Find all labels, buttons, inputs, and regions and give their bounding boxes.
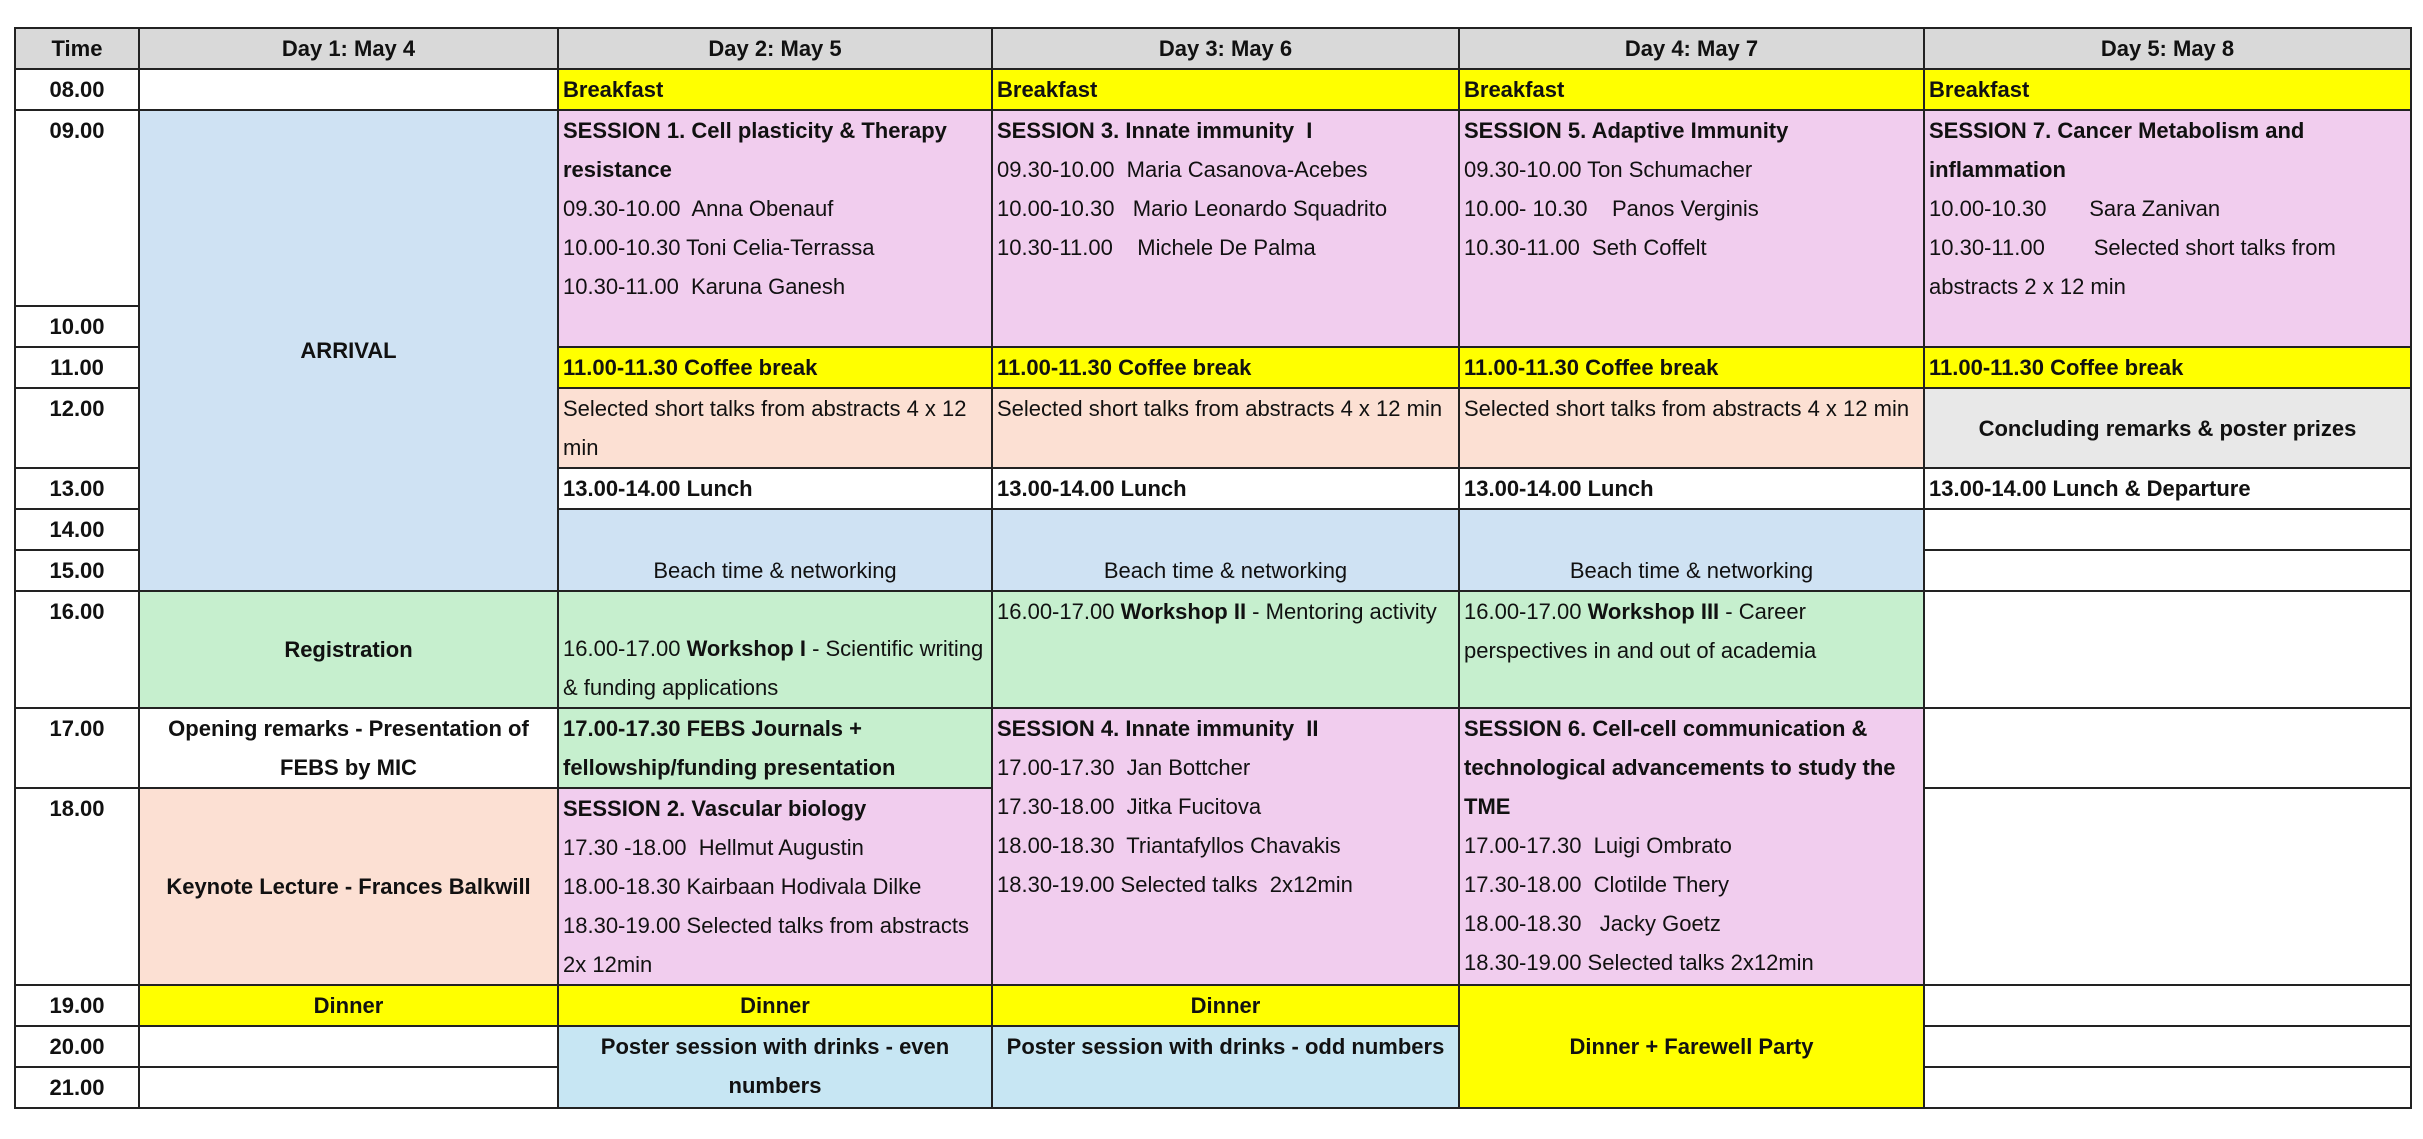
day4-coffee: 11.00-11.30 Coffee break	[1459, 347, 1924, 388]
session2-title: SESSION 2. Vascular biology	[563, 796, 867, 821]
day4-beach: Beach time & networking	[1459, 509, 1924, 591]
session6-talk-2: 17.30-18.00 Clotilde Thery	[1464, 872, 1729, 897]
session6-title: SESSION 6. Cell-cell communication & technological advancements to study the TME	[1464, 716, 1896, 819]
opening-line-2: FEBS by MIC	[280, 755, 417, 780]
day1-0800-empty	[139, 69, 558, 110]
session7-talk-1: 10.00-10.30 Sara Zanivan	[1929, 196, 2221, 221]
day3-beach: Beach time & networking	[992, 509, 1459, 591]
session4-talk-2: 17.30-18.00 Jitka Fucitova	[997, 794, 1262, 819]
day1-keynote: Keynote Lecture - Frances Balkwill	[139, 788, 558, 985]
day3-lunch	[992, 468, 1459, 509]
day4-lunch-label: Lunch	[1587, 476, 1654, 501]
time-2000: 20.00	[15, 1026, 139, 1067]
day2-session2	[558, 788, 992, 985]
time-1100: 11.00	[15, 347, 139, 388]
day5-1600-empty	[1924, 591, 2411, 708]
day4-session6	[1459, 708, 1924, 985]
time-1700: 17.00	[15, 708, 139, 788]
day2-session1	[558, 110, 992, 347]
time-1400: 14.00	[15, 509, 139, 550]
day3-dinner: Dinner	[992, 985, 1459, 1026]
session6-talk-3: 18.00-18.30 Jacky Goetz	[1464, 911, 1721, 936]
day5-1400-empty	[1924, 509, 2411, 550]
session1-talk-2: 10.00-10.30 Toni Celia-Terrassa	[563, 235, 875, 260]
time-1200: 12.00	[15, 388, 139, 468]
day5-coffee: 11.00-11.30 Coffee break	[1924, 347, 2411, 388]
day3-coffee: 11.00-11.30 Coffee break	[992, 347, 1459, 388]
day5-1700-empty	[1924, 708, 2411, 788]
day2-poster: Poster session with drinks - even numbers	[558, 1026, 992, 1108]
session1-talk-3: 10.30-11.00 Karuna Ganesh	[563, 274, 846, 299]
time-1800: 18.00	[15, 788, 139, 985]
day3-workshop	[992, 591, 1459, 708]
schedule-sheet	[14, 27, 2412, 1109]
day4-lunch	[1459, 468, 1924, 509]
day1-dinner: Dinner	[139, 985, 558, 1026]
day2-short-talks: Selected short talks from abstracts 4 x 12 min	[558, 388, 992, 468]
day5-breakfast: Breakfast	[1924, 69, 2411, 110]
header-day3: Day 3: May 6	[992, 28, 1459, 69]
day5-2100-empty	[1924, 1067, 2411, 1108]
session4-talk-3: 18.00-18.30 Triantafyllos Chavakis	[997, 833, 1341, 858]
session1-title: SESSION 1. Cell plasticity & Therapy resistance	[563, 118, 954, 182]
session1-talk-1: 09.30-10.00 Anna Obenauf	[563, 196, 834, 221]
header-day5: Day 5: May 8	[1924, 28, 2411, 69]
day3-short-talks: Selected short talks from abstracts 4 x 12 min	[992, 388, 1459, 468]
day4-short-talks: Selected short talks from abstracts 4 x 12 min	[1459, 388, 1924, 468]
day5-1500-empty	[1924, 550, 2411, 591]
day5-concluding: Concluding remarks & poster prizes	[1924, 388, 2411, 468]
session3-talk-3: 10.30-11.00 Michele De Palma	[997, 235, 1316, 260]
day2-lunch-time: 13.00-14.00	[563, 476, 681, 501]
day1-opening	[139, 708, 558, 788]
day3-lunch-time: 13.00-14.00	[997, 476, 1115, 501]
day4-workshop-label: Workshop III	[1587, 599, 1720, 624]
day3-poster: Poster session with drinks - odd numbers	[992, 1026, 1459, 1108]
day2-workshop-time: 16.00-17.00	[563, 636, 681, 661]
day1-registration: Registration	[139, 591, 558, 708]
day2-breakfast: Breakfast	[558, 69, 992, 110]
day1-2100-empty	[139, 1067, 558, 1108]
session7-talk-2: 10.30-11.00 Selected short talks from abstracts 2 x 12 min	[1929, 235, 2342, 299]
time-1600: 16.00	[15, 591, 139, 708]
time-0900: 09.00	[15, 110, 139, 306]
time-2100: 21.00	[15, 1067, 139, 1108]
day1-arrival: ARRIVAL	[139, 110, 558, 591]
febs-desc: FEBS Journals + fellowship/funding presentation	[563, 716, 896, 780]
day3-breakfast: Breakfast	[992, 69, 1459, 110]
time-1500: 15.00	[15, 550, 139, 591]
day5-1800-empty	[1924, 788, 2411, 985]
session5-talk-2: 10.00- 10.30 Panos Verginis	[1464, 196, 1759, 221]
day3-workshop-label: Workshop II	[1120, 599, 1247, 624]
day4-workshop-time: 16.00-17.00	[1464, 599, 1582, 624]
session4-talk-1: 17.00-17.30 Jan Bottcher	[997, 755, 1251, 780]
session2-talk-1: 17.30 -18.00 Hellmut Augustin	[563, 835, 864, 860]
day3-session3	[992, 110, 1459, 347]
day3-session4	[992, 708, 1459, 985]
day4-session5	[1459, 110, 1924, 347]
day3-lunch-label: Lunch	[1120, 476, 1187, 501]
session2-talk-3: 18.30-19.00 Selected talks from abstracts 2x 12min	[563, 913, 969, 977]
session4-talk-4: 18.30-19.00 Selected talks 2x12min	[997, 872, 1353, 897]
header-day4: Day 4: May 7	[1459, 28, 1924, 69]
time-1900: 19.00	[15, 985, 139, 1026]
day1-2000-empty	[139, 1026, 558, 1067]
day3-workshop-time: 16.00-17.00	[997, 599, 1115, 624]
session3-title: SESSION 3. Innate immunity I	[997, 118, 1313, 143]
session3-talk-1: 09.30-10.00 Maria Casanova-Acebes	[997, 157, 1368, 182]
session6-talk-1: 17.00-17.30 Luigi Ombrato	[1464, 833, 1732, 858]
day4-workshop	[1459, 591, 1924, 708]
day5-2000-empty	[1924, 1026, 2411, 1067]
day2-lunch-label: Lunch	[686, 476, 753, 501]
day4-dinner-farewell: Dinner + Farewell Party	[1459, 985, 1924, 1108]
session5-title: SESSION 5. Adaptive Immunity	[1464, 118, 1789, 143]
header-time: Time	[15, 28, 139, 69]
header-day1: Day 1: May 4	[139, 28, 558, 69]
time-1300: 13.00	[15, 468, 139, 509]
day2-coffee: 11.00-11.30 Coffee break	[558, 347, 992, 388]
day5-1900-empty	[1924, 985, 2411, 1026]
session4-title: SESSION 4. Innate immunity II	[997, 716, 1319, 741]
day2-dinner: Dinner	[558, 985, 992, 1026]
session3-talk-2: 10.00-10.30 Mario Leonardo Squadrito	[997, 196, 1388, 221]
session6-talk-4: 18.30-19.00 Selected talks 2x12min	[1464, 950, 1814, 975]
day4-workshop-desc: - Career perspectives in and out of academia	[1464, 599, 1817, 663]
schedule-table	[14, 27, 2412, 1109]
day2-workshop-label: Workshop I	[686, 636, 806, 661]
header-day2: Day 2: May 5	[558, 28, 992, 69]
time-0800: 08.00	[15, 69, 139, 110]
opening-line-1: Opening remarks - Presentation of	[168, 716, 529, 741]
session5-talk-3: 10.30-11.00 Seth Coffelt	[1464, 235, 1707, 260]
time-1000: 10.00	[15, 306, 139, 347]
day3-workshop-desc: - Mentoring activity	[1246, 599, 1437, 624]
session7-title: SESSION 7. Cancer Metabolism and inflammation	[1929, 118, 2311, 182]
day4-lunch-time: 13.00-14.00	[1464, 476, 1582, 501]
session5-talk-1: 09.30-10.00 Ton Schumacher	[1464, 157, 1753, 182]
day2-workshop	[558, 591, 992, 708]
day5-session7	[1924, 110, 2411, 347]
day2-lunch	[558, 468, 992, 509]
day5-lunch: 13.00-14.00 Lunch & Departure	[1924, 468, 2411, 509]
day2-workshop-desc: - Scientific writing & funding applications	[563, 636, 984, 700]
day4-breakfast: Breakfast	[1459, 69, 1924, 110]
day2-febs	[558, 708, 992, 788]
session2-talk-2: 18.00-18.30 Kairbaan Hodivala Dilke	[563, 874, 922, 899]
day2-beach: Beach time & networking	[558, 509, 992, 591]
febs-time: 17.00-17.30	[563, 716, 681, 741]
